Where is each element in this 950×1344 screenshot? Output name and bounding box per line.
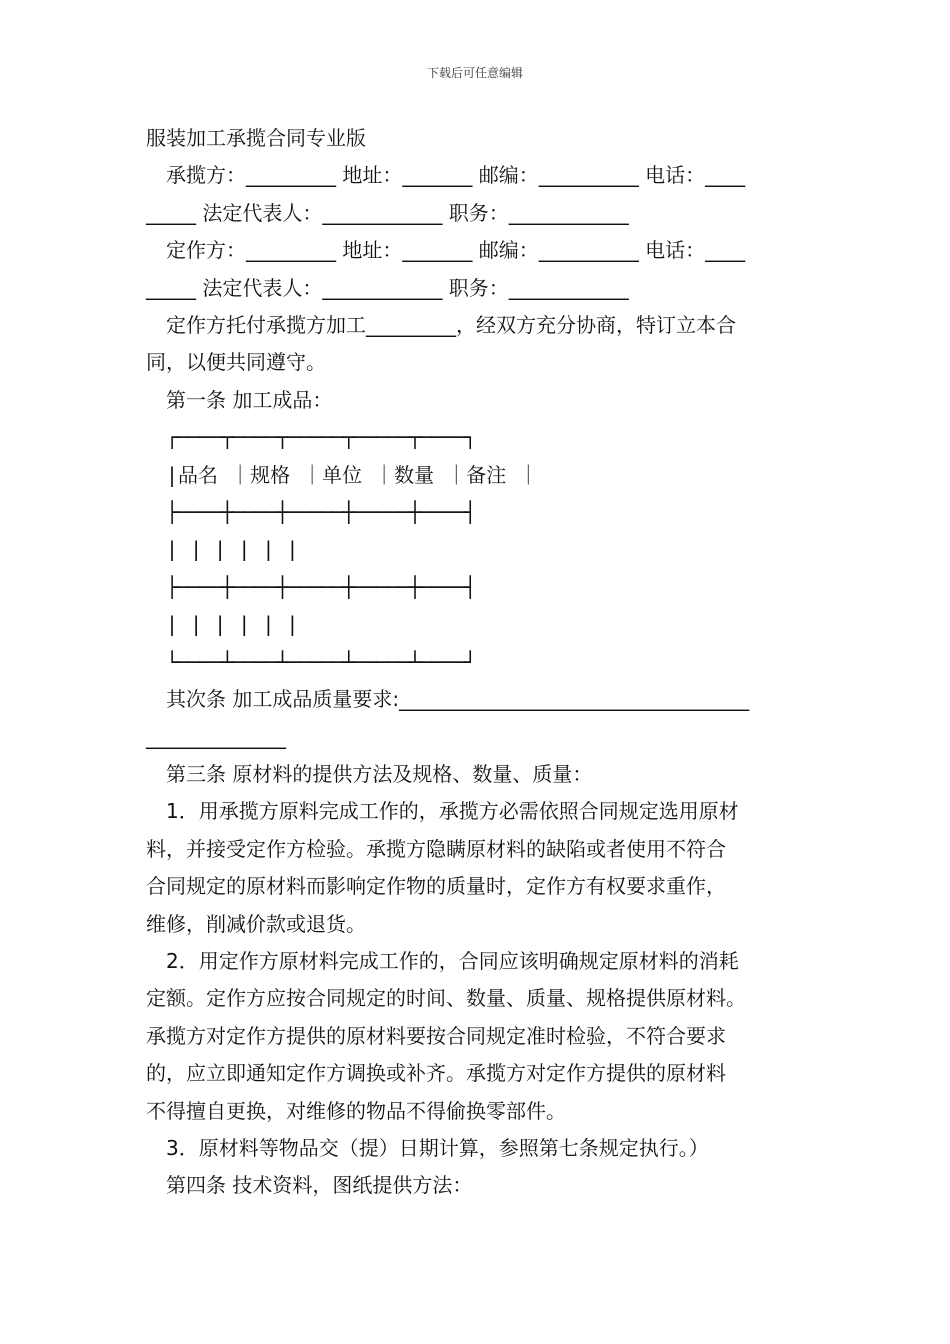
contract-body: [146, 120, 808, 1205]
preamble-line-2: 同，以便共同遵守。: [146, 350, 326, 375]
table-header-row: |品名 ｜规格 ｜单位 ｜数量 ｜备注 ｜: [166, 462, 539, 487]
preamble-line-1: 定作方托付承揽方加工_________，经双方充分协商，特订立本合: [166, 313, 736, 338]
table-row: | | | | | |: [166, 537, 299, 562]
article-3-item-2-line: 不得擅自更换，对维修的物品不得偷换零部件。: [146, 1098, 566, 1123]
article-3-item-2-line: 2．用定作方原材料完成工作的，合同应该明确规定原材料的消耗: [166, 948, 739, 973]
article-1-heading: 第一条 加工成品：: [166, 387, 333, 412]
article-3-item-1-line: 维修，削减价款或退货。: [146, 911, 366, 936]
page-header-note: 下载后可任意编辑: [426, 66, 523, 80]
article-3-item-2-line: 的，应立即通知定作方调换或补齐。承揽方对定作方提供的原材料: [146, 1061, 726, 1086]
article-2-line-2: ______________: [146, 724, 286, 749]
orderer-info-line-1: 定作方：_________ 地址：_______ 邮编：__________ 电话：____: [166, 238, 746, 263]
article-3-item-2-line: 承揽方对定作方提供的原材料要按合同规定准时检验，不符合要求: [146, 1023, 726, 1048]
article-2-line-1: 其次条 加工成品质量要求:___________________________________: [166, 687, 750, 712]
table-row: └────┴────┴─────┴─────┴────┘: [166, 649, 476, 674]
contractor-info-line-2: _____ 法定代表人：____________ 职务：____________: [146, 200, 629, 225]
article-3-item-1-line: 1．用承揽方原料完成工作的，承揽方必需依照合同规定选用原材: [166, 799, 739, 824]
document-title: 服装加工承揽合同专业版: [146, 126, 366, 150]
contractor-info-line-1: 承揽方：_________ 地址：_______ 邮编：__________ 电话：____: [166, 163, 746, 188]
article-3-item-1-line: 合同规定的原材料而影响定作物的质量时，定作方有权要求重作，: [146, 874, 726, 899]
table-row: ├────┼────┼─────┼─────┼────┤: [166, 574, 476, 599]
article-4-heading: 第四条 技术资料，图纸提供方法：: [166, 1173, 473, 1198]
orderer-info-line-2: _____ 法定代表人：____________ 职务：____________: [146, 275, 629, 300]
table-row: ┌────┬────┬─────┬─────┬────┐: [166, 425, 476, 450]
table-row: | | | | | |: [166, 612, 299, 637]
article-3-item-2-line: 定额。定作方应按合同规定的时间、数量、质量、规格提供原材料。: [146, 986, 746, 1011]
article-3-item-1-line: 料，并接受定作方检验。承揽方隐瞒原材料的缺陷或者使用不符合: [146, 836, 726, 861]
article-3-item-3: 3．原材料等物品交（提）日期计算，参照第七条规定执行。）: [166, 1135, 709, 1160]
product-table: [146, 419, 808, 681]
article-3-heading: 第三条 原材料的提供方法及规格、数量、质量：: [166, 761, 593, 786]
table-row: ├────┼────┼─────┼─────┼────┤: [166, 500, 476, 525]
